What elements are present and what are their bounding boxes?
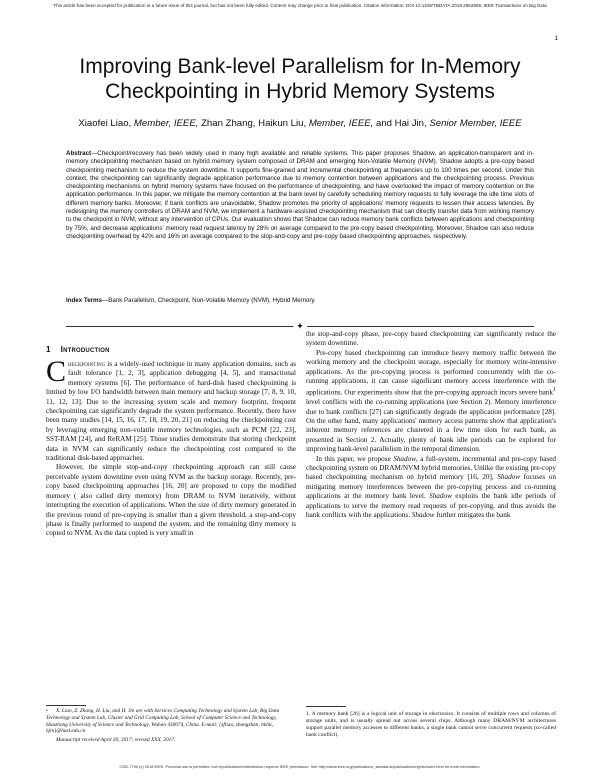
journal-notice: This article has been accepted for publication in a future issue of this journal, but has not been fully edited. Content may change prior to final publication. Citation information: DOI 10.1109/TBDATA.2019.2862906, IEEE Transactions on Big Data bbox=[53, 3, 547, 8]
author-4: and Hai Jin, bbox=[376, 118, 427, 129]
author-3: Haikun Liu, bbox=[258, 118, 307, 129]
shadow-term: Shadow bbox=[411, 511, 435, 520]
right-paragraph-2 bbox=[306, 455, 556, 521]
shadow-term: Shadow bbox=[429, 492, 452, 501]
diamond-icon: ✦ bbox=[293, 320, 307, 332]
intro-paragraph-1-text: is a widely-used technique in many application domains, such as fault tolerance [1, 2, 3], application debugging [4, 5], and transactional memory systems [6]. The performance of hard-disk based checkpointing is limited by low I/O bandwidth between main memory and backup storage [7, 8, 9, 10, 11, 12, 13]. Due to the increasing system scale and memory footprint, frequent checkpointing can significantly degrade the system performance. Recently, there have been many studies [14, 15, 16, 17, 18, 19, 20, 21] on reducing the checkpointing cost by leveraging emerging non-volatile memory technologies, such as PCM [22, 23], SST-RAM [24], and ReRAM [25]. Those studies demonstrate that storing checkpoint data in NVM can significantly reduce the checkpointing cost compared to the traditional disk-based approaches. bbox=[46, 360, 296, 463]
abstract-text: —Checkpoint/recovery has been widely used in many high available and reliable systems. This paper proposes Shadow, an application-transparent and in-memory checkpointing mechanism based on hybrid memory system composed of DRAM and emerging Non-Volatile Memory (NVM). Shadow adopts a pre-copy based checkpointing mechanism to reduce the system downtime. It supports fine-grained and incremental checkpointing at frequencies up to 100 times per second. Under this context, the checkpointing can significantly degrade application performance due to memory contention between applications and the checkpointing process. Previous checkpointing mechanisms on hybrid memory systems have focused on the performance of checkpointing, and have overlooked the impact of memory contention on the application performance. In this paper, we mitigate the memory contention at the bank level by carefully scheduling memory requests to fully leverage the idle time slots of different memory banks. Moreover, if bank conflicts are unavoidable, Shadow promotes the priority of applications' memory requests to lessen their access latencies. By redesigning the memory controllers of DRAM and NVM, we implement a hardware-assisted checkpointing mechanism that can directly transfer data from working memory to the checkpoint in NVM, without any intervention of CPUs. Our evaluation shows that Shadow can reduce memory bank conflicts between applications and checkpointing by 75%, and decrease applications' memory read request latency by 28% on average compared to the pre-copy based checkpointing. Moreover, Shadow can also reduce checkpointing overhead by 42% and 16% on average compared to the stop-and-copy and pre-copy based checkpointing approaches, respectively. bbox=[66, 150, 534, 240]
drop-cap: C bbox=[46, 355, 67, 388]
section-number: 1 bbox=[46, 345, 51, 354]
abstract bbox=[66, 150, 534, 241]
copyright-footer: 2332-7790 (c) 2018 IEEE. Personal use is permitted, but republication/redistribution requires IEEE permission. See http://www.ieee.org/publications_standards/publications/rights/index.html for more information. bbox=[119, 764, 481, 769]
section-heading bbox=[46, 345, 110, 354]
index-terms-text: —Bank Parallelism, Checkpoint, Non-Volatile Memory (NVM), Hybrid Memory. bbox=[102, 297, 316, 304]
affiliation-body: X. Liao, Z. Zhang, H. Liu, and H. Jin are with Services Computing Technology and System Lab, Big Data Technology and System Lab, Cluster and Grid Computing Lab, School of Computer Science and Technology, Huazhong University of Science and Technology, Wuhan 430074, China. E-mail: {xfliao, zhangzhan, hkliu, hjin}@hust.edu.cn bbox=[46, 708, 280, 735]
index-terms bbox=[66, 297, 534, 305]
author-list bbox=[30, 118, 570, 130]
p2-part-a: In this paper, we propose bbox=[316, 454, 394, 463]
paper-title: Improving Bank-level Parallelism for In-Memory Checkpointing in Hybrid Memory Systems bbox=[79, 55, 521, 103]
footnote-rule-right bbox=[306, 706, 346, 707]
affiliation-text bbox=[46, 708, 296, 735]
left-column bbox=[46, 355, 296, 539]
shadow-term: Shadow bbox=[497, 473, 521, 482]
intro-paragraph-2: However, the simple stop-and-copy checkpointing approach can still cause perceivable system downtime even using NVM as the backup storage. Recently, pre-copy based checkpointing approaches [16, 20] are proposed to copy the modified memory ( also called dirty memory) from DRAM to NVM iteratively, without interrupting the execution of applications. When the size of dirty memory generated in the previous round of pre-copying is smaller than a given threshold, a stop-and-copy phase is finally performed to suspend the system, and the remaining dirty memory is copied to NVM. As the data copied is very small in bbox=[46, 463, 296, 538]
shadow-term: Shadow bbox=[393, 454, 416, 463]
bank-footnote: 1. A memory bank [26] is a logical unit of storage in electronics. It consists of multiple rows and columns of storage units, and is usually spread out across several chips. Although many DRAM/NVM architectures support parallel memory accesses to different banks, a single bank cannot serve concurrent requests (so-called bank conflict). bbox=[306, 711, 556, 738]
intro-paragraph-1 bbox=[46, 355, 296, 463]
bullet-icon: • bbox=[46, 708, 48, 714]
p2-part-b: , a full-system, incremental and pre-copy based checkpointing system on DRAM/NVM hybrid memories. Unlike the existing pre-copy based checkpointing mechanism on hybrid memory [16, 20], bbox=[306, 454, 556, 482]
first-word-rest: heckpointing bbox=[68, 360, 106, 368]
author-1-role: Member, IEEE, bbox=[133, 118, 199, 129]
index-terms-label: Index Terms bbox=[66, 297, 102, 304]
page-number: 1 bbox=[554, 35, 558, 42]
right-column bbox=[306, 330, 556, 521]
separator-line-right bbox=[306, 326, 534, 327]
p2-part-c: focuses on mitigating memory interferences between the pre-copying process and co-running applications at the memory bank level. bbox=[306, 473, 556, 501]
right-paragraph-1-text: Pre-copy based checkpointing can introduce heavy memory traffic between the working memory and the checkpoint storage, especially for memory write-intensive applications. As the pre-copying process is performed concurrently with the co-running applications, it can cause significant memory access interference with the applications. Our experiments show that the pre-copying approach incurs severe bank bbox=[306, 348, 556, 397]
right-paragraph-0: the stop-and-copy phase, pre-copy based checkpointing can significantly reduce the system downtime. bbox=[306, 330, 556, 348]
author-2: Zhan Zhang, bbox=[201, 118, 256, 129]
p2-part-d: exploits the bank idle periods of applications to serve the memory read requests of pre-copying, and thus avoids the bank conflicts with the applications. bbox=[306, 492, 556, 520]
footnote-marker: 1 bbox=[553, 387, 556, 394]
right-paragraph-1-rest: level conflicts with the co-running applications (see Section 2). Memory interference due to bank conflicts [27] can significantly degrade the application performance [28]. On the other hand, many applications' memory access patterns show that application's inherent memory references are clustered in a few time slots for each bank, as presented in Section 2. Actually, plenty of bank idle periods can be explored for improving bank-level parallelism in the temporal dimension. bbox=[306, 398, 556, 454]
footnote-rule-left bbox=[46, 705, 86, 706]
section-title: Introduction bbox=[60, 345, 110, 354]
p2-part-e: further mitigates the bank bbox=[434, 511, 511, 520]
author-3-role: Member, IEEE, bbox=[308, 118, 374, 129]
manuscript-dates: Manuscript received April 30, 2017; revised XXX, 2017. bbox=[56, 737, 176, 744]
abstract-label: Abstract bbox=[66, 150, 92, 157]
author-4-role: Senior Member, IEEE bbox=[429, 118, 522, 129]
author-affiliation-footnote bbox=[46, 708, 296, 744]
separator-line-left bbox=[66, 326, 294, 327]
author-1: Xiaofei Liao, bbox=[78, 118, 132, 129]
right-paragraph-1 bbox=[306, 349, 556, 455]
